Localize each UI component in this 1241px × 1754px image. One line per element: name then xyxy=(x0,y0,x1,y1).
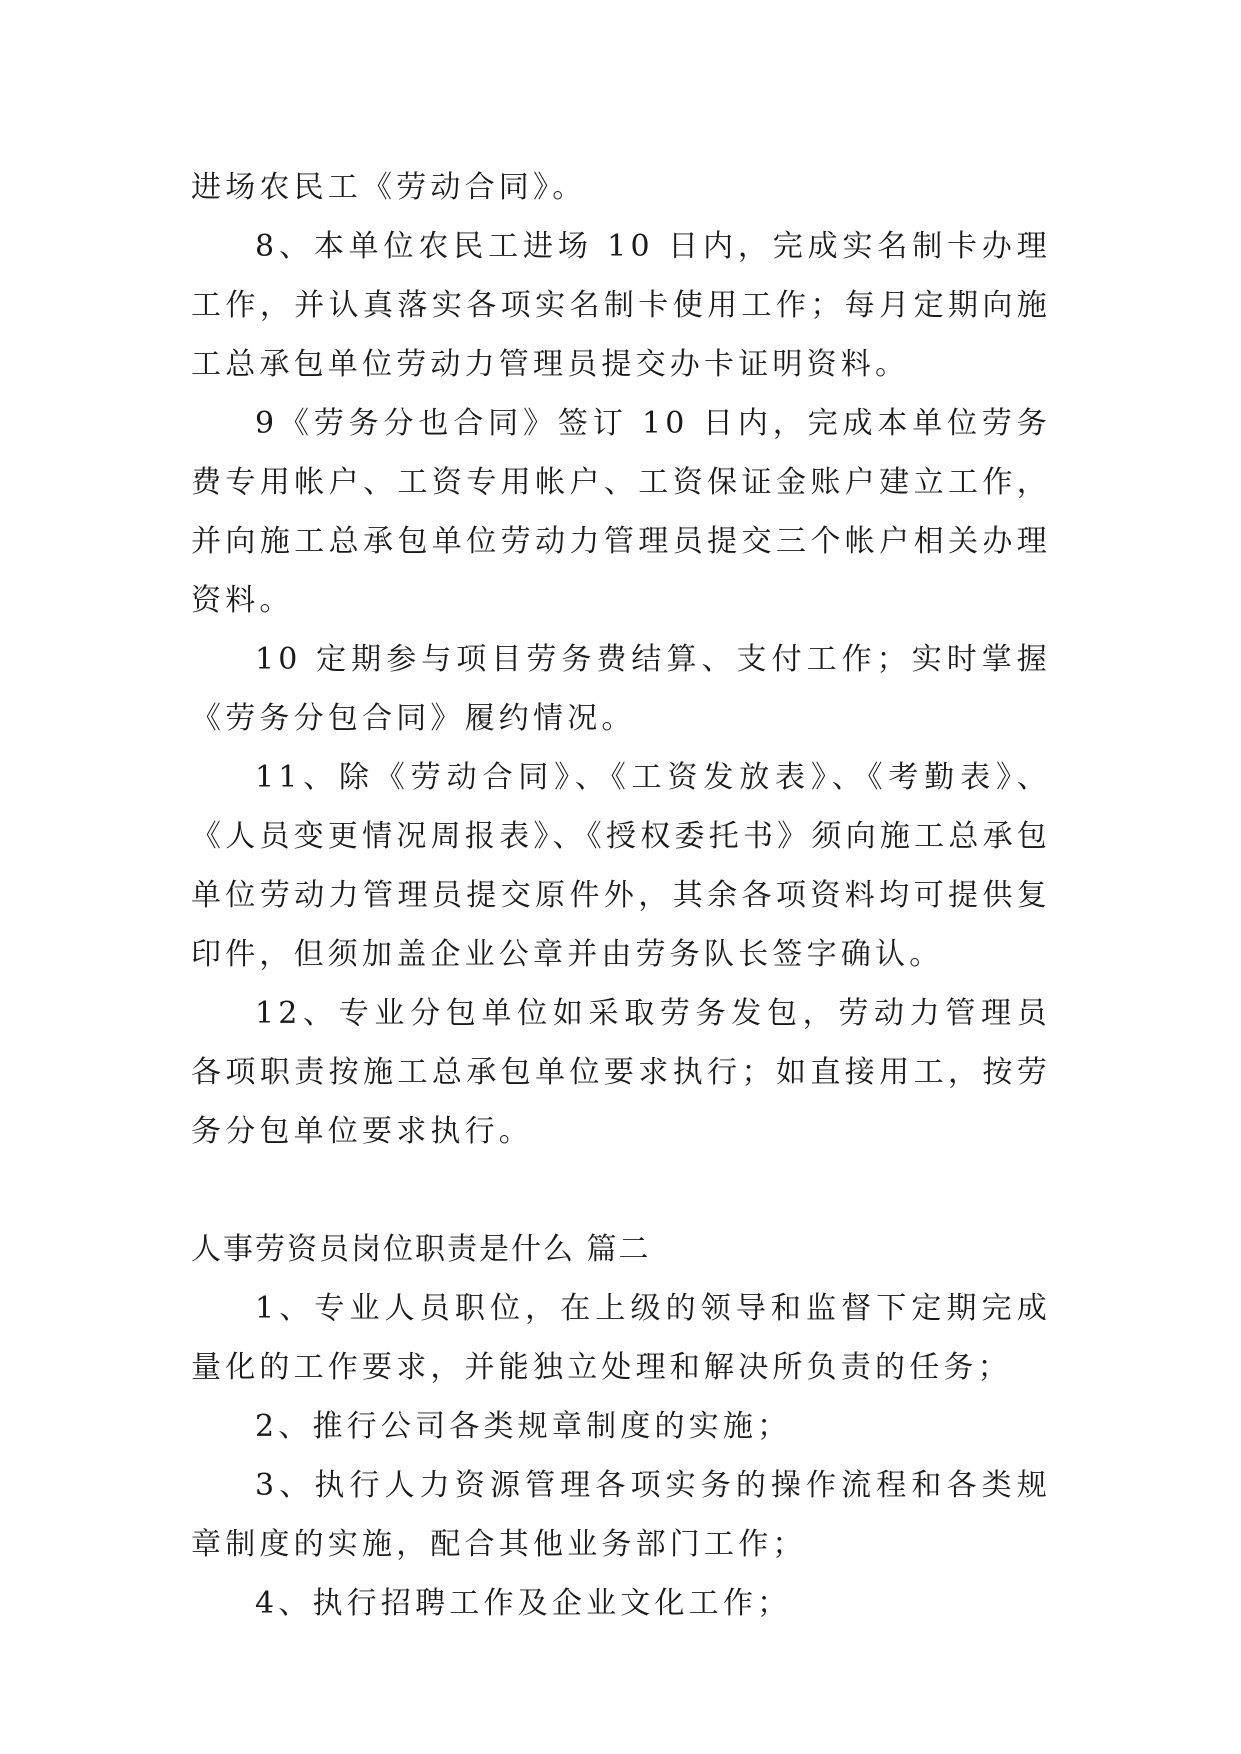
duty-item-2: 2、推行公司各类规章制度的实施； xyxy=(255,1409,792,1444)
paragraph-item-9: 9《劳务分也合同》签订 10 日内，完成本单位劳务费专用帐户、工资专用帐户、工资保证金账户建立工作，并向施工总承包单位劳动力管理员提交三个帐户相关办理资料。 xyxy=(191,406,1051,618)
paragraph-continuation: 进场农民工《劳动合同》。 xyxy=(191,170,587,205)
paragraph-item-10: 10 定期参与项目劳务费结算、支付工作；实时掌握《劳务分包合同》履约情况。 xyxy=(191,642,1051,736)
paragraph-item-8: 8、本单位农民工进场 10 日内，完成实名制卡办理工作，并认真落实各项实名制卡使用工作；每月定期向施工总承包单位劳动力管理员提交办卡证明资料。 xyxy=(191,229,1051,382)
section-heading: 人事劳资员岗位职责是什么 篇二 xyxy=(191,1232,651,1267)
document-body xyxy=(191,158,1051,1633)
duty-item-4: 4、执行招聘工作及企业文化工作； xyxy=(255,1586,792,1621)
section-spacer xyxy=(191,1161,1051,1220)
paragraph-item-11: 11、除《劳动合同》、《工资发放表》、《考勤表》、《人员变更情况周报表》、《授权委托书》须向施工总承包单位劳动力管理员提交原件外，其余各项资料均可提供复印件，但须加盖企业公章并由劳务队长签字确认。 xyxy=(191,760,1051,972)
duty-item-3: 3、执行人力资源管理各项实务的操作流程和各类规章制度的实施，配合其他业务部门工作； xyxy=(191,1468,1051,1562)
paragraph-item-12: 12、专业分包单位如采取劳务发包，劳动力管理员各项职责按施工总承包单位要求执行；如直接用工，按劳务分包单位要求执行。 xyxy=(191,996,1051,1149)
duty-item-1: 1、专业人员职位，在上级的领导和监督下定期完成量化的工作要求，并能独立处理和解决所负责的任务； xyxy=(191,1291,1051,1385)
